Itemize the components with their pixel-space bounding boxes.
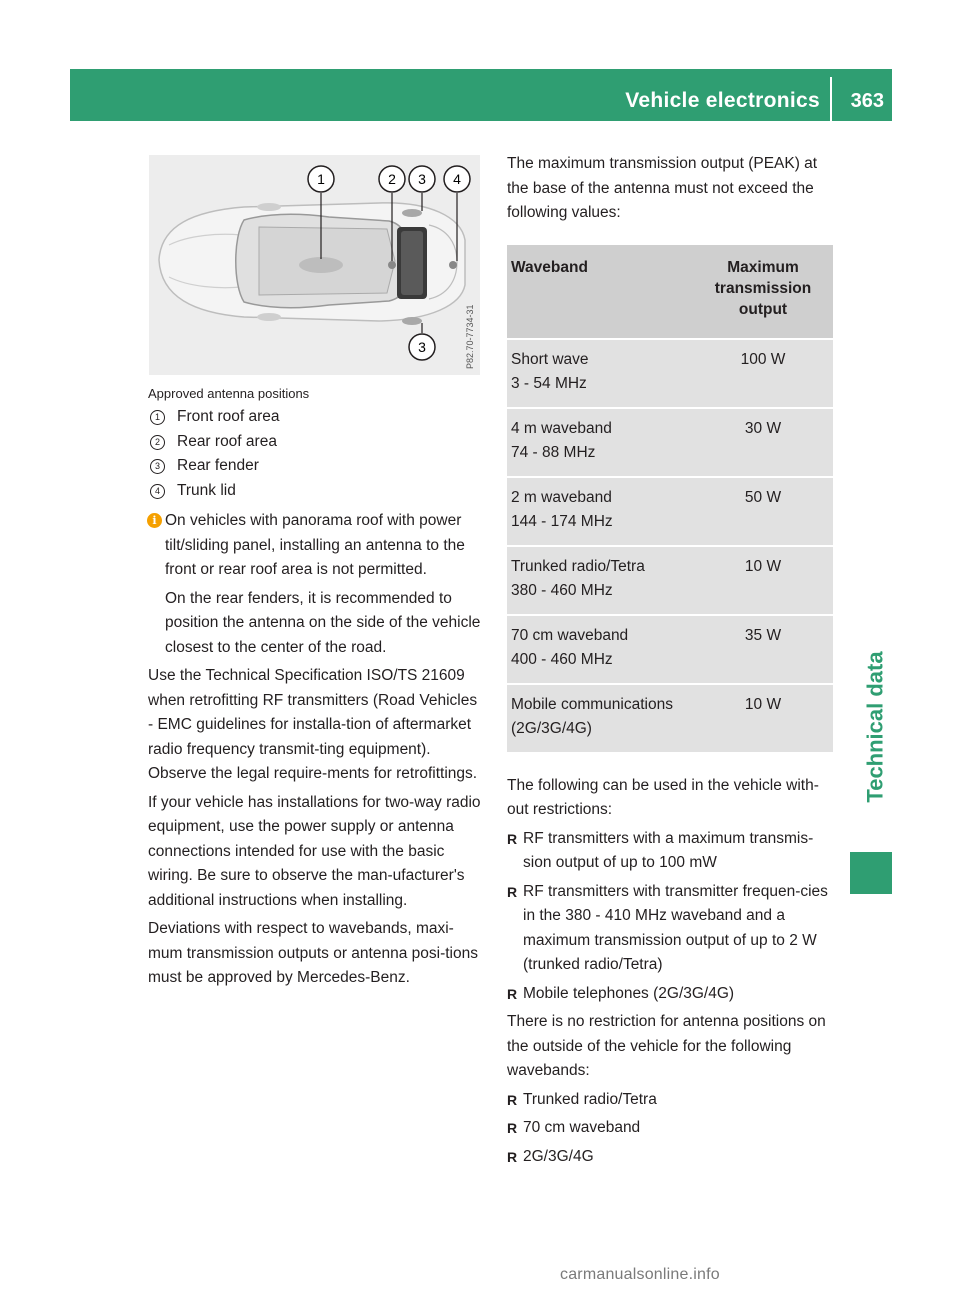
bullet-icon: R xyxy=(507,883,518,900)
bullet-icon: R xyxy=(507,985,518,1002)
figure-caption: Approved antenna positions xyxy=(148,386,310,401)
table-header-waveband: Waveband xyxy=(507,245,693,338)
frequency-range: 400 - 460 MHz xyxy=(511,650,613,668)
bullet-icon: R xyxy=(507,1120,518,1136)
list-item-text: 70 cm waveband xyxy=(523,1119,641,1136)
table-row xyxy=(507,614,833,683)
frequency-range: 380 - 460 MHz xyxy=(511,581,613,599)
table-intro: The maximum transmission output (PEAK) at the base of the antenna must not exceed the following values: xyxy=(507,155,818,221)
svg-text:2: 2 xyxy=(388,171,396,187)
rear-fender-marker-bottom xyxy=(402,317,422,325)
bullet-icon: R xyxy=(507,830,518,847)
side-tab-marker xyxy=(850,852,892,894)
table-row xyxy=(507,476,833,545)
transmission-output-table xyxy=(507,245,833,752)
output-cell: 10 W xyxy=(693,683,833,752)
list-item xyxy=(507,827,835,876)
body-paragraph: Deviations with respect to wavebands, maxi-mum transmission outputs or antenna posi-tions must be approved by Mercedes-Benz. xyxy=(148,920,478,986)
table-row xyxy=(507,545,833,614)
unrestricted-list xyxy=(507,827,835,1007)
frequency-range: 74 - 88 MHz xyxy=(511,443,596,461)
waveband-name: Short wave xyxy=(511,350,589,368)
table-row xyxy=(507,683,833,752)
legend-label: Trunk lid xyxy=(177,481,236,499)
antenna-positions-figure xyxy=(149,155,480,375)
waveband-cell xyxy=(507,614,693,683)
output-cell: 30 W xyxy=(693,407,833,476)
bullet-icon: R xyxy=(507,1091,518,1108)
legend-item xyxy=(148,430,484,455)
legend-item xyxy=(148,479,484,504)
front-roof-area-marker xyxy=(299,257,343,273)
legend-label: Front roof area xyxy=(177,408,280,425)
note-paragraph: On vehicles with panorama roof with power tilt/sliding panel, installing an antenna to the front or rear roof area is not permitted. xyxy=(165,512,465,578)
table-row xyxy=(507,407,833,476)
frequency-range: (2G/3G/4G) xyxy=(511,719,592,737)
body-paragraph: Use the Technical Specification ISO/TS 21609 when retrofitting RF transmitters (Road Vehicles - EMC guidelines for installa-tion of aftermarket radio frequency transmit-ting equipment). Observe the legal require-ments for retrofittings. xyxy=(148,667,478,782)
svg-text:1: 1 xyxy=(317,171,325,187)
list-item-text: Trunked radio/Tetra xyxy=(523,1090,657,1108)
legend-number: 2 xyxy=(150,435,165,450)
output-cell: 35 W xyxy=(693,614,833,683)
left-column xyxy=(148,386,484,995)
waveband-cell xyxy=(507,407,693,476)
list-item-text: RF transmitters with transmitter frequen-cies in the 380 - 410 MHz waveband and a maximum transmission output of up to 2 W (trunked radio/Tetra) xyxy=(523,882,828,973)
side-tab xyxy=(848,642,904,812)
waveband-name: 2 m waveband xyxy=(511,488,612,506)
info-icon: i xyxy=(147,513,162,528)
header-bar xyxy=(70,69,892,121)
waveband-cell xyxy=(507,683,693,752)
legend-label: Rear roof area xyxy=(177,432,277,450)
list-item xyxy=(507,1116,835,1141)
legend-number: 3 xyxy=(150,459,165,474)
callout-3-bottom xyxy=(409,334,435,360)
body-paragraph: If your vehicle has installations for two-way radio equipment, use the power supply or antenna connections intended for use with the basic wiring. Be sure to observe the man-ufacturer's additional instructions when installing. xyxy=(148,793,481,909)
body-paragraph: There is no restriction for antenna positions on the outside of the vehicle for the following wavebands: xyxy=(507,1013,826,1079)
table-row xyxy=(507,338,833,407)
list-item-text: RF transmitters with a maximum transmis-sion output of up to 100 mW xyxy=(523,829,814,871)
right-column xyxy=(507,152,835,1173)
note-paragraph: On the rear fenders, it is recommended to position the antenna on the side of the vehicle closest to the center of the road. xyxy=(165,589,481,656)
list-item-text: Mobile telephones (2G/3G/4G) xyxy=(523,984,735,1002)
body-paragraph: The following can be used in the vehicle with-out restrictions: xyxy=(507,776,819,818)
waveband-name: 4 m waveband xyxy=(511,419,612,437)
rear-fender-marker-top xyxy=(402,209,422,217)
legend-label: Rear fender xyxy=(177,457,259,474)
header-divider xyxy=(830,77,832,121)
waveband-cell xyxy=(507,338,693,407)
output-cell: 10 W xyxy=(693,545,833,614)
rear-roof-marker xyxy=(388,261,396,269)
svg-text:3: 3 xyxy=(418,171,426,187)
waveband-list xyxy=(507,1088,835,1170)
callout-1 xyxy=(308,166,334,192)
legend-item xyxy=(148,454,484,479)
list-item xyxy=(507,1145,835,1170)
legend-item xyxy=(148,405,484,430)
bullet-icon: R xyxy=(507,1148,518,1165)
list-item xyxy=(507,982,835,1007)
figure-code: P82.70-7734-31 xyxy=(465,304,475,369)
trunk-lid-marker xyxy=(449,261,457,269)
waveband-name: 70 cm waveband xyxy=(511,626,629,644)
callout-2 xyxy=(379,166,405,192)
svg-text:3: 3 xyxy=(418,339,426,355)
waveband-cell xyxy=(507,476,693,545)
list-item-text: 2G/3G/4G xyxy=(523,1147,594,1165)
callout-3-top xyxy=(409,166,435,192)
list-item xyxy=(507,1088,835,1113)
page-number: 363 xyxy=(850,90,884,112)
car-top-view-illustration xyxy=(149,155,480,375)
list-item xyxy=(507,880,835,978)
legend-number: 4 xyxy=(150,484,165,499)
frequency-range: 144 - 174 MHz xyxy=(511,512,613,530)
waveband-name: Trunked radio/Tetra xyxy=(511,557,645,575)
frequency-range: 3 - 54 MHz xyxy=(511,374,587,392)
output-cell: 50 W xyxy=(693,476,833,545)
callout-4 xyxy=(444,166,470,192)
section-title: Vehicle electronics xyxy=(625,89,820,112)
svg-text:4: 4 xyxy=(453,171,461,187)
waveband-name: Mobile communications xyxy=(511,695,673,713)
info-note xyxy=(148,509,484,660)
table-header-output: Maximum transmission output xyxy=(693,245,833,338)
legend-number: 1 xyxy=(150,410,165,425)
output-cell: 100 W xyxy=(693,338,833,407)
watermark: carmanualsonline.info xyxy=(560,1266,720,1283)
side-tab-label: Technical data xyxy=(863,651,889,803)
waveband-cell xyxy=(507,545,693,614)
